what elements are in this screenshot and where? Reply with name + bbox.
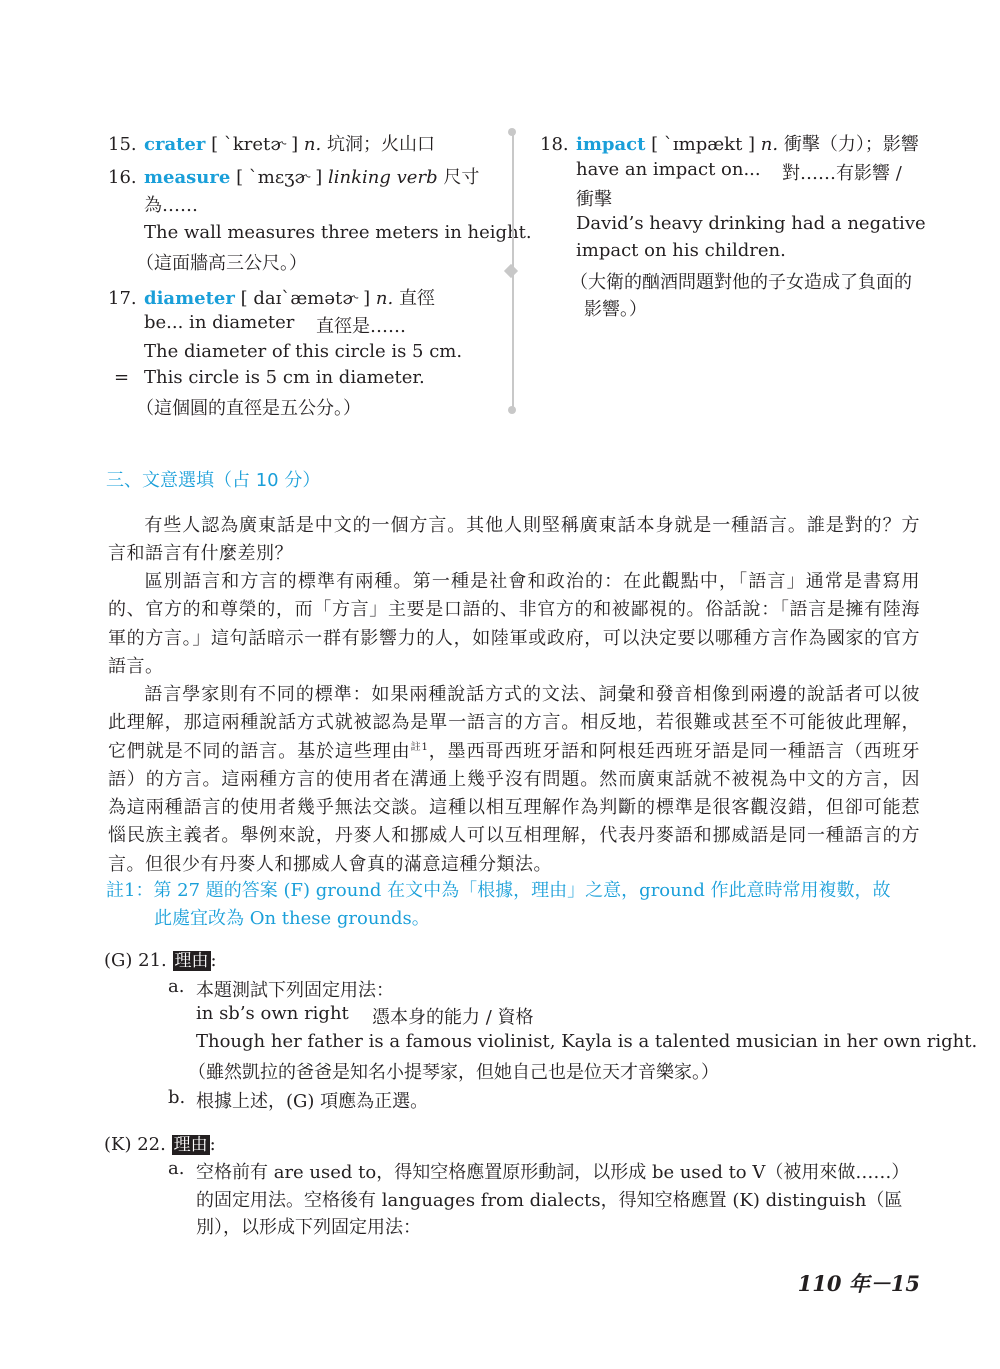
vocab-16-def2: 為…… (144, 195, 198, 216)
vocab-number: 15. (108, 134, 137, 155)
q22-a-line-2: 的固定用法。空格後有 languages from dialects，得知空格應置 (K) distinguish（區 (196, 1190, 903, 1211)
q21-b-mark: b. (168, 1087, 186, 1108)
q22-label: (K) 22. (104, 1134, 166, 1155)
vocab-18 (540, 130, 919, 156)
reason-tag: 理由 (173, 1135, 208, 1155)
footnote-ref: 註1 (410, 741, 429, 753)
vocab-pos: n. (303, 134, 322, 155)
vocab-number: 16. (108, 167, 137, 188)
q21-b-text: 根據上述，(G) 項應為正選。 (196, 1091, 429, 1112)
vocab-pos: n. (375, 288, 394, 309)
vocab-def: 衝擊（力）；影響 (783, 134, 919, 155)
q21-example-en: Though her father is a famous violinist, Kayla is a talented musician in her own right. (196, 1031, 978, 1052)
vocab-def: 尺寸 (443, 167, 480, 188)
vocab-18-phrase-def: 對……有影響 / (782, 163, 902, 184)
q21-phrase: in sb’s own right (196, 1003, 349, 1024)
vocab-17-phrase: be... in diameter (144, 312, 295, 333)
divider-top-dot (508, 128, 516, 136)
vocab-18-example-en1: David’s heavy drinking had a negative (576, 213, 926, 234)
divider-diamond (504, 264, 518, 278)
vocab-pron: [ ˋɪmpækt ] (651, 134, 756, 155)
vocab-18-example-zh2: 影響。） (584, 299, 647, 320)
q22-a-line-1: 空格前有 are used to，得知空格應置原形動詞，以形成 be used to V（被用來做……） (196, 1162, 910, 1183)
vocab-pos: linking verb (328, 167, 438, 188)
passage-paragraph-2: 區別語言和方言的標準有兩種。第一種是社會和政治的：在此觀點中，「語言」通常是書寫用的、官方的和尊榮的，而「方言」主要是口語的、非官方的和被鄙視的。俗話說：「語言是擁有陸海軍的方言。」這句話暗示一群有影響力的人，如陸軍或政府，可以決定要以哪種方言作為國家的官方語言。 (108, 571, 920, 677)
vocab-word: diameter (144, 288, 235, 309)
q21-example-zh: （雖然凱拉的爸爸是知名小提琴家，但她自己也是位天才音樂家。） (188, 1062, 719, 1083)
vocab-pron: [ daɪˋæmətɚ ] (240, 288, 371, 309)
footnote-line-2: 此處宜改為 On these grounds。 (154, 908, 430, 929)
divider-bottom-dot (508, 406, 516, 414)
footnote-line-1: 註1：第 27 題的答案 (F) ground 在文中為「根據，理由」之意，ground 作此意時常用複數，故 (106, 880, 891, 901)
vocab-17-phrase-def: 直徑是…… (316, 316, 406, 337)
vocab-17 (108, 284, 435, 310)
q21-heading: (G) 21. 理由 : (104, 950, 217, 971)
vocab-pron: [ ˋkretɚ ] (211, 134, 299, 155)
q21-phrase-def: 憑本身的能力 / 資格 (372, 1007, 534, 1028)
vocab-18-example-zh1: （大衛的酗酒問題對他的子女造成了負面的 (570, 272, 912, 293)
q22-heading: (K) 22. 理由 : (104, 1134, 216, 1155)
q21-label: (G) 21. (104, 950, 167, 971)
vocab-18-phrase: have an impact on... (576, 159, 761, 180)
page-number: 110 年－15 (797, 1271, 920, 1296)
vocab-17-equals: = (114, 367, 130, 388)
vocab-word: impact (576, 134, 646, 155)
vocab-def: 直徑 (398, 288, 435, 309)
vocab-18-example-en2: impact on his children. (576, 240, 786, 261)
vocab-16 (108, 163, 479, 189)
vocab-17-example-en1: The diameter of this circle is 5 cm. (144, 341, 463, 362)
vocab-number: 17. (108, 288, 137, 309)
vocab-15 (108, 130, 435, 156)
section-title: 三、文意選填（占 10 分） (106, 470, 321, 491)
q22-a-mark: a. (168, 1158, 185, 1179)
q21-a-text: 本題測試下列固定用法： (196, 980, 394, 1001)
vocab-pron: [ ˋmɛʒɚ ] (236, 167, 323, 188)
vocab-word: measure (144, 167, 231, 188)
q22-a-line-3: 別），以形成下列固定用法： (196, 1217, 421, 1238)
vocab-def: 坑洞；火山口 (326, 134, 435, 155)
vocab-16-example-zh: （這面牆高三公尺。） (136, 253, 307, 274)
vocab-18-phrase-def2: 衝擊 (576, 189, 612, 210)
passage-paragraph-1: 有些人認為廣東話是中文的一個方言。其他人則堅稱廣東話本身就是一種語言。誰是對的？方言和語言有什麼差別？ (108, 515, 920, 565)
vocab-17-example-en2: This circle is 5 cm in diameter. (144, 367, 425, 388)
reason-tag: 理由 (174, 951, 209, 971)
vocab-16-example-en: The wall measures three meters in height. (144, 222, 532, 243)
q21-a-mark: a. (168, 976, 185, 997)
passage-paragraph-3: 語言學家則有不同的標準：如果兩種說話方式的文法、詞彙和發音相像到兩邊的說話者可以彼此理解，那這兩種說話方式就被認為是單一語言的方言。相反地，若很難或甚至不可能彼此理解，它們就是不同的語言。基於這些理由$^{註1}$，墨西哥西班牙語和阿根廷西班牙語是同一種語言（西班牙語）的方言。這兩種方言的使用者在溝通上幾乎沒有問題。然而廣東話就不被視為中文的方言，因為這兩種語言的使用者幾乎無法交談。這種以相互理解作為判斷的標準是很客觀沒錯，但卻可能惹惱民族主義者。舉例來說，丹麥人和挪威人可以互相理解，代表丹麥語和挪威語是同一種語言的方言。但很少有丹麥人和挪威人會真的滿意這種分類法。 (108, 684, 920, 875)
vocab-number: 18. (540, 134, 569, 155)
vocab-word: crater (144, 134, 206, 155)
vocab-17-example-zh: （這個圓的直徑是五公分。） (136, 398, 361, 419)
vocab-pos: n. (760, 134, 779, 155)
